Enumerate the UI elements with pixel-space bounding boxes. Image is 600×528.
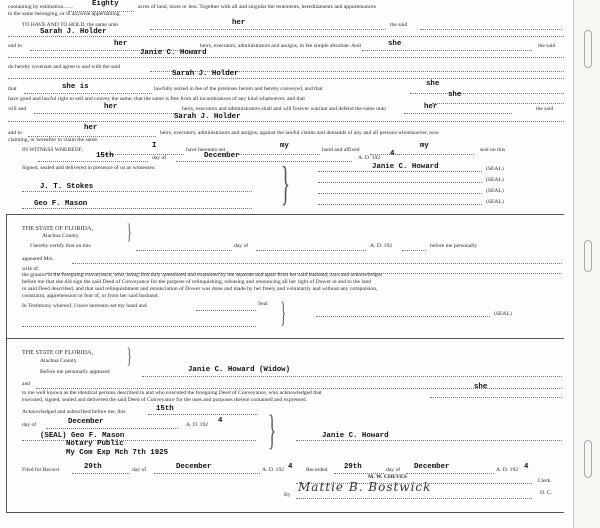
pronoun: her xyxy=(114,40,128,48)
dc-label: D. C. xyxy=(540,490,552,496)
deed-text: do hereby covenant and agree to and with the said xyxy=(8,64,120,70)
deed-text: lawfully seized in fee of the premises herein and hereby conveyed, and that xyxy=(154,86,323,92)
ack-day: 15th xyxy=(156,405,174,413)
ack-text: day of xyxy=(132,467,147,473)
by-label: By xyxy=(284,492,291,498)
wife-text: day of xyxy=(234,243,249,249)
pronoun: my xyxy=(420,142,429,150)
acknowledging-person: Janie C. Howard (Widow) xyxy=(188,366,291,374)
filed-year: 4 xyxy=(288,463,293,471)
seal-label: (SEAL) xyxy=(486,177,504,183)
ack-month: December xyxy=(68,418,104,426)
filed-month: December xyxy=(176,463,212,471)
bottom-border xyxy=(6,512,564,513)
deed-text: heirs, executors, administrators and assigns, in fee simple absolute. And xyxy=(200,43,361,49)
pronoun: she xyxy=(448,91,462,99)
grantee-name: Sarah J. Holder xyxy=(40,28,107,36)
pronoun: her xyxy=(84,124,98,132)
deed-text: Signed, sealed and delivered in presence of us as witnesses: xyxy=(22,165,156,171)
execution-year: 4 xyxy=(390,150,395,158)
deed-text: and to xyxy=(8,130,22,136)
binder-clip xyxy=(584,30,592,68)
wife-text: appeared Mrs. xyxy=(22,256,54,262)
recorded-day: 29th xyxy=(344,463,362,471)
filed-day: 29th xyxy=(84,463,102,471)
section-divider xyxy=(6,338,564,339)
pronoun: I xyxy=(152,142,157,150)
ack-text: day of xyxy=(386,467,401,473)
wife-text: in said Deed described, and that said relinquishment and renunciation of Dower was done and made by her freely and voluntarily and without any compulsion, xyxy=(22,286,378,292)
deed-text: containing by estimation....... xyxy=(8,4,74,10)
wife-text: Seal xyxy=(258,301,268,307)
ack-text: A. D. 192 xyxy=(496,467,519,473)
section-divider xyxy=(6,214,564,215)
ack-text: Recorded xyxy=(306,467,328,473)
brace: } xyxy=(268,408,277,454)
binder-clip xyxy=(584,240,592,272)
grantee-name: Sarah J. Holder xyxy=(174,113,241,121)
brace: } xyxy=(280,296,287,329)
seal-label: (SEAL) xyxy=(486,188,504,194)
deed-text: the said xyxy=(536,106,554,112)
wife-text: A. D. 192 xyxy=(370,243,393,249)
ack-year: 4 xyxy=(218,417,223,425)
brace: } xyxy=(126,219,132,244)
ack-text: and xyxy=(22,381,31,387)
grantor-name: Janie C. Howard xyxy=(140,49,207,57)
recorded-year: 4 xyxy=(524,463,529,471)
wife-text: before me that she did sign the said Deed of Conveyance for the purpose of relinquishing, releasing and renouncing all her right of Dower in and to the land xyxy=(22,279,372,285)
clerk-name: M. W. CHEVES xyxy=(368,474,407,480)
deed-text: that xyxy=(8,86,17,92)
recorded-month: December xyxy=(414,463,450,471)
deed-text: TO HAVE AND TO HOLD, the same unto xyxy=(22,22,119,28)
ack-text: Before me personally appeared xyxy=(40,369,110,375)
wife-text: before me personally xyxy=(430,243,478,249)
deed-text: claiming, or hereafter to claim the same. xyxy=(8,137,99,143)
county-label: Alachua County. xyxy=(42,233,80,239)
state-heading: THE STATE OF FLORIDA, xyxy=(22,225,94,232)
deed-text: A. D. 192 xyxy=(358,155,381,161)
witness-1: J. T. Stokes xyxy=(40,183,94,191)
deed-text: seal on this xyxy=(480,147,506,153)
execution-month: December xyxy=(204,152,240,160)
left-border xyxy=(6,214,7,512)
ack-text: A. D. 192 xyxy=(262,467,285,473)
notary-commission: My Com Exp Mch 7th 1925 xyxy=(66,449,169,457)
deed-text: heirs, executors, administrators and assigns, against the lawful claims and demands of any and all persons whomsoever, now xyxy=(160,130,439,136)
wife-text: wife of xyxy=(22,266,38,272)
pronoun: her xyxy=(104,103,118,111)
ack-text: Acknowledged and subscribed before me, this xyxy=(22,409,126,415)
ack-text: A. D. 192 xyxy=(186,422,209,428)
witness-2: Geo F. Mason xyxy=(34,200,88,208)
acreage: Eighty xyxy=(92,0,119,8)
notary-signature: (SEAL) Geo F. Mason xyxy=(40,432,125,440)
ack-text: day of xyxy=(22,422,37,428)
notary-title: Notary Public xyxy=(66,440,124,448)
pronoun: her xyxy=(424,103,438,111)
seal-label: (SEAL) xyxy=(486,166,504,172)
wife-text: In Testimony whereof, I have hereunto set my hand and xyxy=(22,303,147,309)
wife-text: constraint, apprehension or fear of, or from her said husband. xyxy=(22,293,160,299)
ack-text: Filed for Record xyxy=(22,467,59,473)
wife-text: I hereby certify that on this xyxy=(30,243,91,249)
wife-text: the grantor in the foregoing conveyance, who, being first duly questioned and examined by me separate and apart from her said husband, says and acknowledges xyxy=(22,272,383,278)
deed-text: will and xyxy=(8,106,27,112)
brace: } xyxy=(280,157,291,210)
seal-label: (SEAL) xyxy=(494,311,512,317)
grantee-name: Sarah J. Holder xyxy=(172,70,239,78)
deed-text: heirs, executors and administrators shall and will forever warrant and defend the same unto xyxy=(182,106,387,112)
pronoun: she xyxy=(426,80,440,88)
ack-signer: Janie C. Howard xyxy=(322,432,389,440)
grantor-signature: Janie C. Howard xyxy=(372,163,439,171)
deed-text: the said xyxy=(538,43,556,49)
ack-text: executed, signed, sealed and delivered the said Deed of Conveyance for the uses and purposes therein contained and expressed. xyxy=(22,397,308,403)
seal-label: (SEAL) xyxy=(486,199,504,205)
pronoun: she xyxy=(474,383,488,391)
deed-text: to the same belonging, or in anywise appertaining. xyxy=(8,11,121,17)
pronoun: she xyxy=(388,40,402,48)
deed-text: acres of land, more or less. Together with all and singular the tenements, hereditaments and appurtenances xyxy=(138,4,376,10)
deed-text: have good and lawful right to sell and convey the same; that the same is free from all incumbrances of any kind whatsoever, and that xyxy=(8,96,305,102)
deed-text: have hereunto set xyxy=(186,147,226,153)
deputy-clerk-signature: Mattie B. Bostwick xyxy=(298,480,432,494)
brace: } xyxy=(126,343,132,368)
deed-text: IN WITNESS WHEREOF, xyxy=(22,147,83,153)
deed-text: and to xyxy=(8,43,22,49)
pronoun: she is xyxy=(62,83,89,91)
pronoun: my xyxy=(280,142,289,150)
county-label: Alachua County. xyxy=(40,358,78,364)
clerk-label: Clerk. xyxy=(538,478,552,484)
deed-text: hand and affixed xyxy=(322,147,360,153)
ack-text: to me well known as the identical persons described in and who executed the foregoing Deed of Conveyance, who acknowledged that xyxy=(22,390,322,396)
state-heading: THE STATE OF FLORIDA, xyxy=(22,349,94,356)
deed-text: the said xyxy=(390,22,408,28)
execution-day: 15th xyxy=(96,152,114,160)
pronoun: her xyxy=(232,19,246,27)
deed-text: day of xyxy=(152,155,167,161)
binder-clip xyxy=(584,440,592,478)
